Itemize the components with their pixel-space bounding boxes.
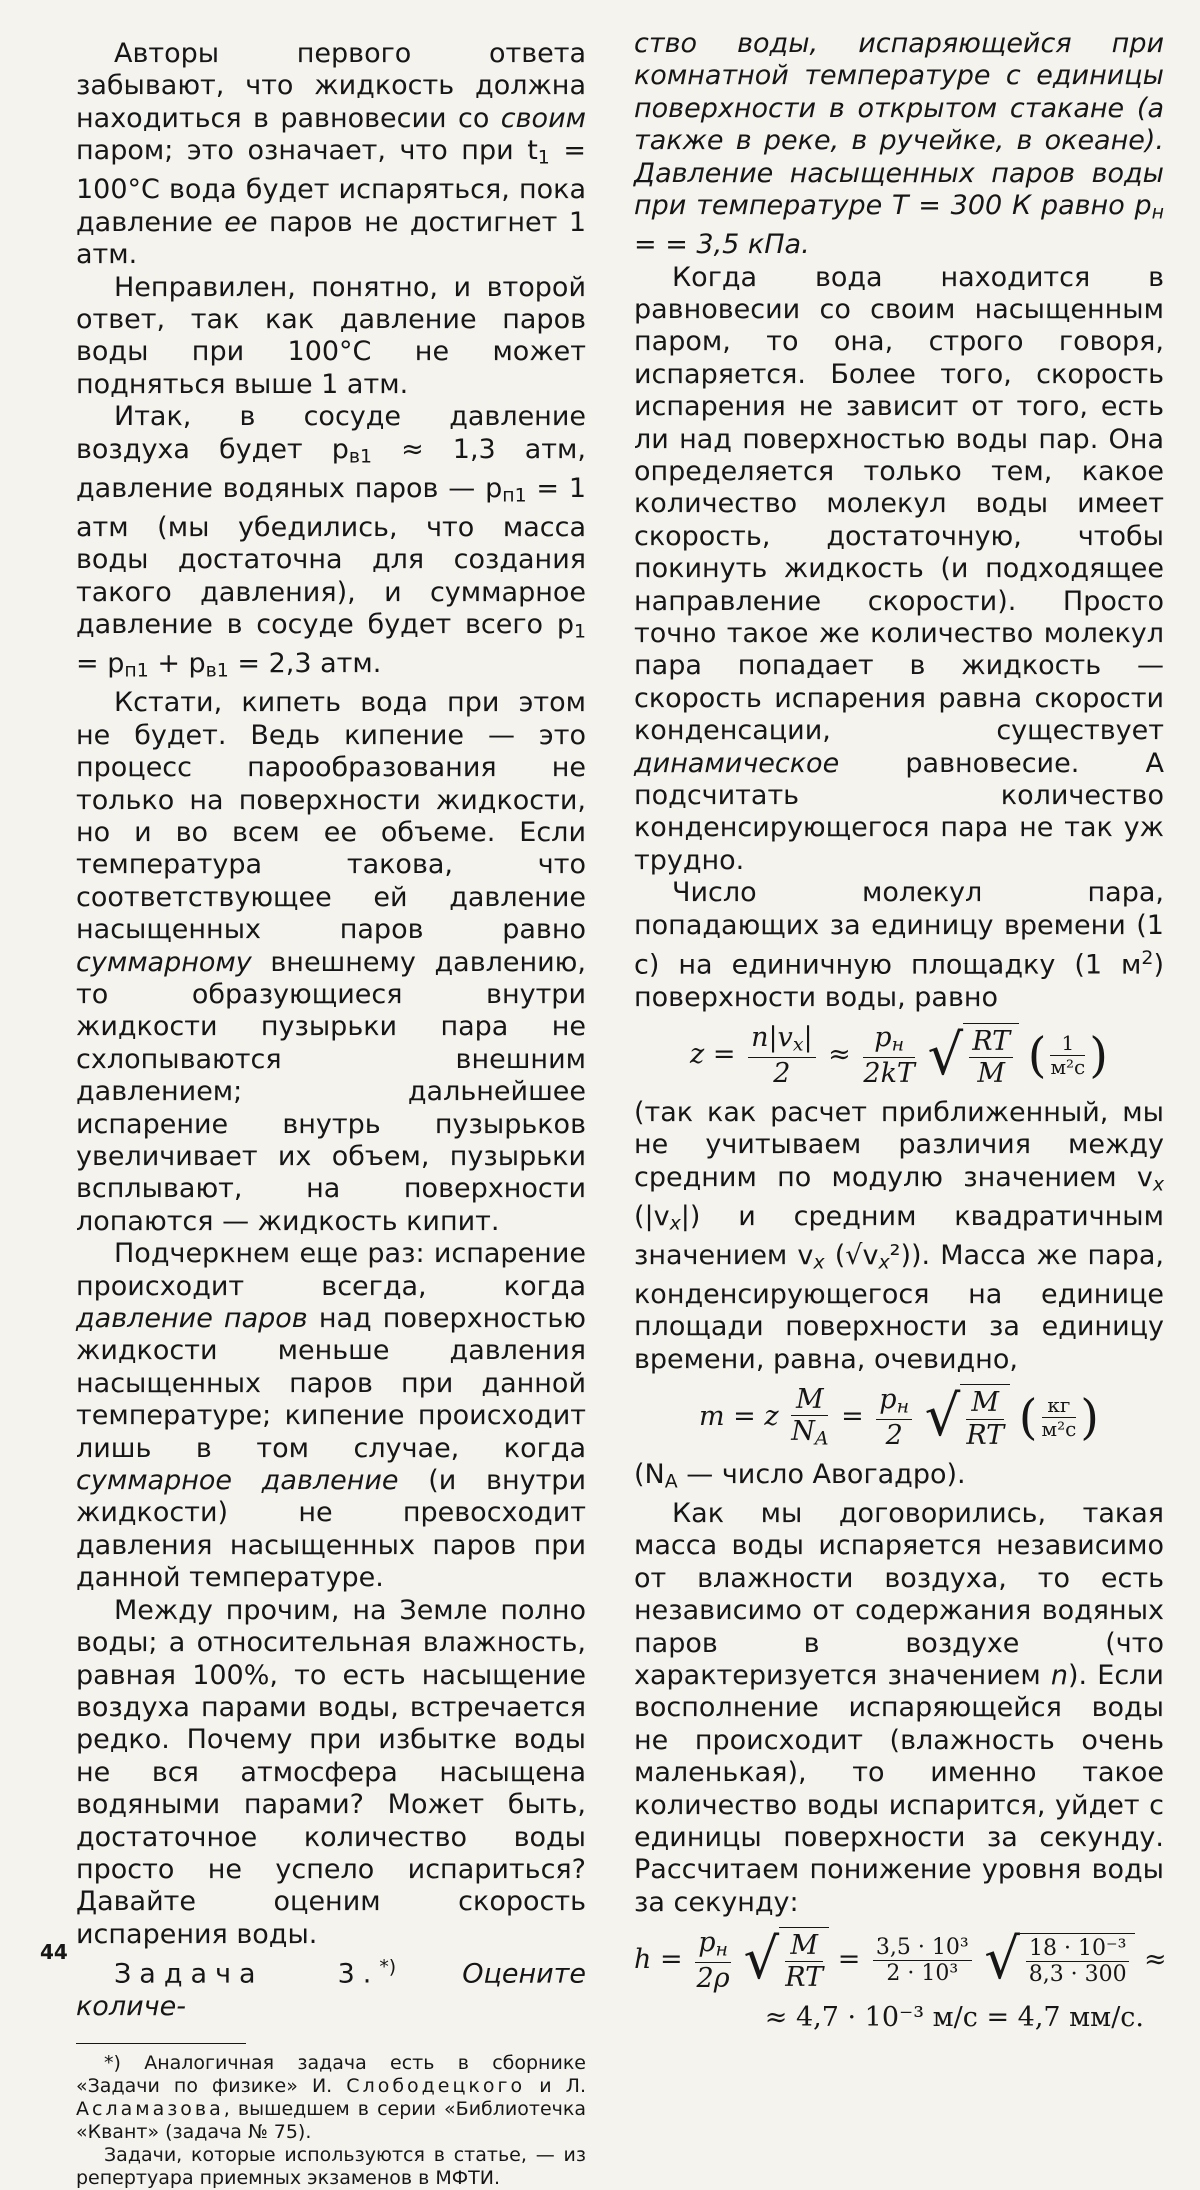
formula-h-result: ≈ 4,7 · 10⁻³ м/с = 4,7 мм/с. [764, 2001, 1144, 2033]
paragraph: Кстати, кипеть вода при этом не будет. Ведь кипение — это процесс парообразования не только на поверхности жидкости, но и во всем ее объеме. Если температура такова, что соответствующее ей давление насыщенных паров равно суммарному внешнему давлению, то образующиеся внутри жидкости пузырьки пара не схлопываются внешним давлением; дальнейшее испарение внутрь пузырьков увеличивает их объем, пузырьки всплывают, на поверхности лопаются — жидкость кипит. [76, 687, 586, 1237]
sqrt-symbol: √ $\frac{RT}{M}$ [928, 1023, 1020, 1089]
footnote-divider [76, 2043, 246, 2044]
sqrt-symbol: √ $\frac{M}{RT}$ [744, 1927, 830, 1993]
page-number: 44 [40, 1940, 68, 1964]
task-heading: Задача 3.*) Оцените количе- [76, 1956, 586, 2022]
formula-h: h = $\frac{p_н}{2\rho}$ √ $\frac{M}{RT}$ = $\frac{\text{3,5 · 10³}}{\text{2 · 10³}}$ √ $\frac{\text{18 · 10⁻³}}{8,3 \cdot 300}$ ≈ [634, 1927, 1167, 1994]
footnote: *) Аналогичная задача есть в сборнике «Задачи по физике» И. Слободецкого и Л. Асламазова, вышедшем в серии «Библиотечка «Квант» (задача № 75). [76, 2052, 586, 2144]
formula-z: z = $\frac{n|v_x|}{2}$ ≈ $\frac{p_н}{2kT}$ √ $\frac{RT}{M}$ ( $\frac{1}{\text{м²с}}$ ) [690, 1022, 1108, 1089]
paragraph: (так как расчет приближенный, мы не учитываем различия между средним по модулю значением $v_x$ $(|v_x|)$ и средним квадратичным значением $v_x$ $(√v_x^2)$). Масса же пара, конденсирующегося на единице площади поверхности за единицу времени, равна, очевидно, [634, 1096, 1164, 1375]
sqrt-symbol: √ $\frac{\text{18 · 10⁻³}}{8,3 \cdot 300}$ [984, 1932, 1135, 1988]
formula-m: m = z $\frac{M}{N_A}$ = $\frac{p_н}{2}$ √ $\frac{M}{RT}$ ( $\frac{кг}{\text{м²с}}$ ) [698, 1384, 1100, 1451]
paragraph: Подчеркнем еще раз: испарение происходит всегда, когда давление паров над поверхностью жидкости меньше давления насыщенных паров при данной температуре; кипение происходит лишь в том случае, когда суммарное давление (и внутри жидкости) не превосходит давления насыщенных паров при данной температуре. [76, 1238, 586, 1594]
paragraph: Как мы договорились, такая масса воды испаряется независимо от влажности воздуха, то есть независимо от содержания водяных паров в воздухе (что характеризуется значением n). Если восполнение испаряющейся воды не происходит (влажность очень маленькая), то именно такое количество воды испарится, уйдет с единицы поверхности за секунду. Рассчитаем понижение уровня воды за секунду: [634, 1497, 1164, 1918]
right-column [634, 28, 1167, 2042]
paragraph: ($N_A$ — число Авогадро). [634, 1458, 966, 1493]
footnote-marker: *) [379, 1956, 397, 1979]
footnote: Задачи, которые используются в статье, — из репертуара приемных экзаменов в МФТИ. [76, 2144, 586, 2190]
paragraph: Итак, в сосуде давление воздуха будет $p_{в1} \approx 1,3$ атм, давление водяных паров — $p_{п1} = 1$ атм (мы убедились, что масса воды достаточна для создания такого давления), и суммарное давление в сосуде будет всего $p_1 = p_{п1} + p_{в1} = 2,3$ атм. [76, 401, 586, 682]
paragraph: Авторы первого ответа забывают, что жидкость должна находиться в равновесии со своим паром; это означает, что при $t_1 = 100^\circ С$ вода будет испаряться, пока давление ее паров не достигнет 1 атм. [76, 38, 587, 271]
sqrt-symbol: √ $\frac{M}{RT}$ [925, 1384, 1011, 1450]
task-continuation: ство воды, испаряющейся при комнатной температуре с единицы поверхности в открытом стакане (а также в реке, в ручейке, в океане). Давление насыщенных паров воды при температуре T = 300 К равно $p_н$ = = 3,5 кПа. [634, 28, 1164, 261]
paragraph: Число молекул пара, попадающих за единицу времени (1 с) на единичную площадку (1 $м^2$) поверхности воды, равно [634, 877, 1164, 1013]
paragraph: Когда вода находится в равновесии со своим насыщенным паром, то она, строго говоря, испаряется. Более того, скорость испарения не зависит от того, есть ли над поверхностью воды пар. Она определяется только тем, какое количество молекул воды имеет скорость, достаточную, чтобы покинуть жидкость (и подходящее направление скорости). Просто точно такое же количество молекул пара попадает в жидкость — скорость испарения равна скорости конденсации, существует динамическое равновесие. А подсчитать количество конденсирующегося пара не так уж трудно. [634, 261, 1164, 876]
paragraph: Неправилен, понятно, и второй ответ, так как давление паров воды при 100°С не может подняться выше 1 атм. [76, 271, 586, 400]
paragraph: Между прочим, на Земле полно воды; а относительная влажность, равная 100%, то есть насыщение воздуха парами воды, встречается редко. Почему при избытке воды не вся атмосфера насыщена водяными парами? Может быть, достаточное количество воды просто не успело испариться? Давайте оценим скорость испарения воды. [76, 1594, 586, 1950]
left-column [76, 38, 586, 2190]
